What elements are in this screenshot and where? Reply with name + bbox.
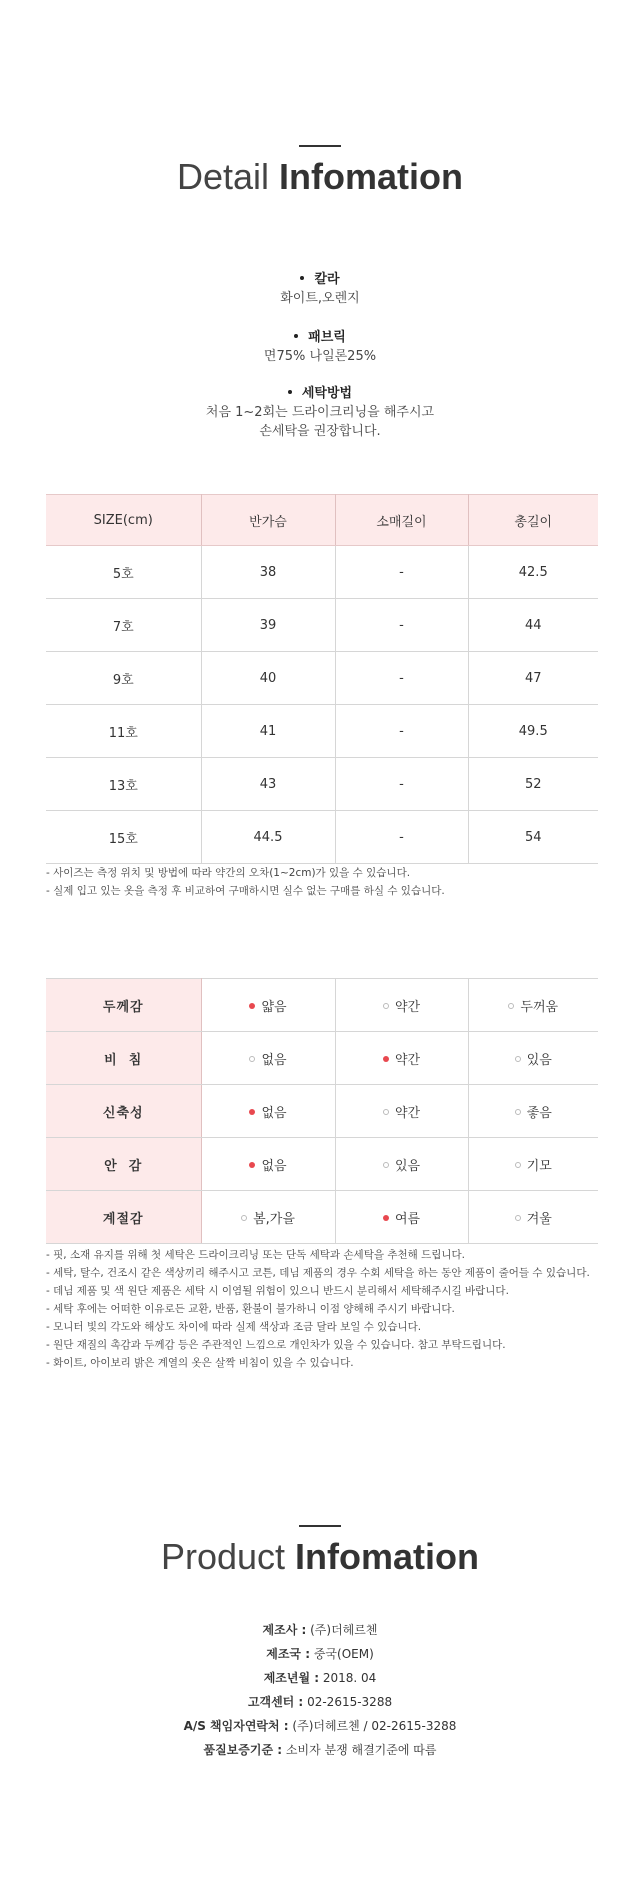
table-cell: 39	[201, 599, 335, 652]
option-cell	[335, 1085, 468, 1138]
size-notes	[46, 864, 606, 900]
unselected-dot-icon	[383, 1003, 389, 1009]
table-cell: 5호	[46, 546, 201, 599]
info-line	[0, 1618, 640, 1642]
info-line	[0, 1642, 640, 1666]
info-key: 품질보증기준 :	[203, 1743, 283, 1757]
option-cell	[335, 1138, 468, 1191]
spec-label: 칼라	[314, 272, 340, 287]
product-info-list	[0, 1618, 640, 1762]
option-cell	[201, 1085, 335, 1138]
info-key: 제조국 :	[266, 1647, 310, 1661]
care-notes	[46, 1246, 606, 1372]
info-key: 제조사 :	[262, 1623, 307, 1637]
note-line: - 데님 제품 및 색 원단 제품은 세탁 시 이염될 위험이 있으니 반드시 분리해서 세탁해주시길 바랍니다.	[46, 1285, 509, 1297]
option-cell	[335, 1191, 468, 1244]
table-cell: 38	[201, 546, 335, 599]
size-table	[46, 494, 598, 864]
detail-title-light: Detail	[176, 156, 270, 197]
table-row	[46, 599, 598, 652]
table-cell: 54	[468, 811, 598, 864]
option-cell	[201, 1191, 335, 1244]
info-key: 제조년월 :	[263, 1671, 320, 1685]
table-cell: 13호	[46, 758, 201, 811]
unselected-dot-icon	[515, 1056, 521, 1062]
selected-dot-icon	[383, 1056, 389, 1062]
note-line: - 사이즈는 측정 위치 및 방법에 따라 약간의 오차(1~2cm)가 있을 수 있습니다.	[46, 867, 411, 879]
size-table-header	[46, 495, 598, 546]
spec-fabric	[0, 328, 640, 366]
header-cell: 총길이	[468, 495, 598, 546]
unselected-dot-icon	[515, 1162, 521, 1168]
row-label: 비 침	[46, 1032, 201, 1085]
fabric-feel-table	[46, 978, 598, 1244]
option-label: 겨울	[526, 1211, 552, 1227]
info-value: 중국(OEM)	[313, 1647, 374, 1661]
table-cell: -	[335, 758, 468, 811]
product-title-light: Product	[160, 1536, 286, 1577]
info-value: 02-2615-3288	[307, 1695, 393, 1709]
note-line: - 원단 재질의 촉감과 두께감 등은 주관적인 느낌으로 개인차가 있을 수 있습니다. 참고 부탁드립니다.	[46, 1339, 506, 1351]
table-row	[46, 546, 598, 599]
table-cell: 49.5	[468, 705, 598, 758]
option-cell	[468, 979, 598, 1032]
table-cell: 47	[468, 652, 598, 705]
spec-value: 손세탁을 권장합니다.	[259, 424, 381, 439]
option-cell	[201, 979, 335, 1032]
table-cell: -	[335, 546, 468, 599]
table-cell: 11호	[46, 705, 201, 758]
product-title	[0, 1536, 640, 1578]
table-row	[46, 652, 598, 705]
info-line	[0, 1666, 640, 1690]
spec-label: 패브릭	[308, 330, 346, 345]
info-line	[0, 1714, 640, 1738]
table-cell: -	[335, 599, 468, 652]
option-label: 없음	[261, 1158, 287, 1174]
option-label: 두꺼움	[520, 999, 559, 1015]
bullet-icon	[300, 276, 304, 280]
table-cell: -	[335, 811, 468, 864]
note-line: - 실제 입고 있는 옷을 측정 후 비교하여 구매하시면 실수 없는 구매를 하실 수 있습니다.	[46, 885, 445, 897]
info-value: (주)더헤르첸	[310, 1623, 378, 1637]
note-line: - 모니터 빛의 각도와 해상도 차이에 따라 실제 색상과 조금 달라 보일 수 있습니다.	[46, 1321, 422, 1333]
spec-value: 면75% 나일론25%	[263, 349, 377, 364]
info-key: A/S 책임자연락처 :	[183, 1719, 289, 1733]
option-cell	[468, 1138, 598, 1191]
note-line: - 화이트, 아이보리 밝은 계열의 옷은 살짝 비침이 있을 수 있습니다.	[46, 1357, 354, 1369]
header-cell: SIZE(cm)	[46, 495, 201, 546]
spec-label: 세탁방법	[301, 386, 353, 401]
detail-title-bold: Infomation	[279, 156, 464, 197]
option-cell	[335, 979, 468, 1032]
table-row	[46, 1085, 598, 1138]
table-cell: 41	[201, 705, 335, 758]
option-label: 얇음	[261, 999, 287, 1015]
info-value: 2018. 04	[322, 1671, 377, 1685]
info-line	[0, 1690, 640, 1714]
spec-value: 처음 1~2회는 드라이크리닝을 해주시고	[205, 405, 435, 420]
product-title-bold: Infomation	[295, 1536, 480, 1577]
table-cell: 9호	[46, 652, 201, 705]
option-cell	[201, 1032, 335, 1085]
option-label: 없음	[261, 1105, 287, 1121]
unselected-dot-icon	[515, 1215, 521, 1221]
unselected-dot-icon	[383, 1109, 389, 1115]
option-label: 약간	[394, 1052, 421, 1068]
option-label: 없음	[261, 1052, 287, 1068]
selected-dot-icon	[249, 1109, 255, 1115]
row-label: 안 감	[46, 1138, 201, 1191]
table-cell: 15호	[46, 811, 201, 864]
option-cell	[335, 1032, 468, 1085]
row-label: 두께감	[46, 979, 201, 1032]
table-cell: 44	[468, 599, 598, 652]
option-label: 약간	[394, 1105, 421, 1121]
info-value: (주)더헤르첸 / 02-2615-3288	[292, 1719, 457, 1733]
unselected-dot-icon	[249, 1056, 255, 1062]
selected-dot-icon	[249, 1003, 255, 1009]
table-row	[46, 758, 598, 811]
option-cell	[468, 1191, 598, 1244]
title-divider	[299, 1525, 341, 1527]
table-row	[46, 979, 598, 1032]
unselected-dot-icon	[383, 1162, 389, 1168]
detail-title	[0, 156, 640, 198]
table-cell: 7호	[46, 599, 201, 652]
option-cell	[468, 1032, 598, 1085]
bullet-icon	[288, 390, 292, 394]
table-row	[46, 705, 598, 758]
option-label: 약간	[394, 999, 421, 1015]
spec-washing	[0, 384, 640, 441]
spec-color	[0, 270, 640, 308]
row-label: 신축성	[46, 1085, 201, 1138]
table-cell: 42.5	[468, 546, 598, 599]
table-cell: 40	[201, 652, 335, 705]
table-row	[46, 1138, 598, 1191]
selected-dot-icon	[383, 1215, 389, 1221]
option-label: 있음	[526, 1052, 552, 1068]
header-cell: 반가슴	[201, 495, 335, 546]
table-cell: 44.5	[201, 811, 335, 864]
table-cell: -	[335, 705, 468, 758]
note-line: - 핏, 소재 유지를 위해 첫 세탁은 드라이크리닝 또는 단독 세탁과 손세탁을 추천해 드립니다.	[46, 1249, 466, 1261]
row-label: 계절감	[46, 1191, 201, 1244]
info-value: 소비자 분쟁 해결기준에 따름	[285, 1743, 437, 1757]
option-label: 좋음	[526, 1105, 552, 1121]
bullet-icon	[294, 334, 298, 338]
option-label: 봄,가을	[253, 1211, 295, 1227]
info-key: 고객센터 :	[247, 1695, 304, 1709]
option-cell	[201, 1138, 335, 1191]
table-cell: 52	[468, 758, 598, 811]
note-line: - 세탁 후에는 어떠한 이유로든 교환, 반품, 환불이 불가하니 이점 양해해 주시기 바랍니다.	[46, 1303, 455, 1315]
info-line	[0, 1738, 640, 1762]
option-label: 기모	[526, 1158, 552, 1174]
option-label: 여름	[394, 1211, 421, 1227]
spec-value: 화이트,오렌지	[280, 291, 360, 306]
option-cell	[468, 1085, 598, 1138]
table-cell: 43	[201, 758, 335, 811]
option-label: 있음	[394, 1158, 421, 1174]
unselected-dot-icon	[515, 1109, 521, 1115]
title-divider	[299, 145, 341, 147]
table-cell: -	[335, 652, 468, 705]
table-row	[46, 1191, 598, 1244]
note-line: - 세탁, 탈수, 건조시 같은 색상끼리 해주시고 코튼, 데님 제품의 경우 수회 세탁을 하는 동안 제품이 줄어들 수 있습니다.	[46, 1267, 590, 1279]
table-row	[46, 1032, 598, 1085]
unselected-dot-icon	[508, 1003, 514, 1009]
header-cell: 소매길이	[335, 495, 468, 546]
unselected-dot-icon	[241, 1215, 247, 1221]
table-row	[46, 811, 598, 864]
selected-dot-icon	[249, 1162, 255, 1168]
